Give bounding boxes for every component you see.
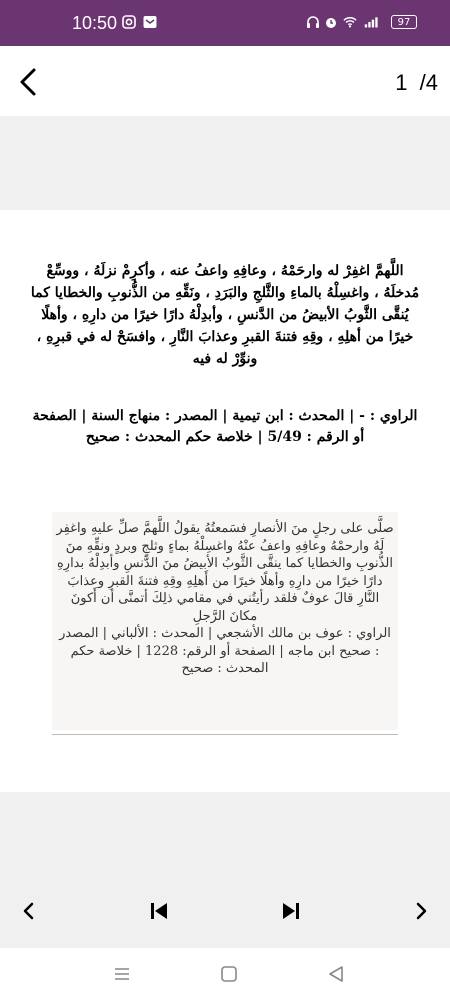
system-back-icon[interactable] bbox=[326, 964, 346, 984]
status-bar bbox=[0, 0, 450, 46]
message-notification-icon bbox=[143, 15, 157, 29]
top-spacer bbox=[0, 116, 450, 210]
recent-apps-icon[interactable] bbox=[112, 964, 132, 984]
hadith-source: الراوي : - | المحدث : ابن تيمية | المصدر : منهاج السنة | الصفحة أو الرقم : 5/49 | خلاصة حكم المحدث : صحيح bbox=[32, 408, 418, 445]
last-page-icon[interactable] bbox=[280, 900, 302, 922]
scanned-hadith-source: الراوي : عوف بن مالك الأشجعي | المحدث : الألباني | المصدر : صحيح ابن ماجه | الصفحة أو الرقم: 1228 | خلاصة حكم المحدث : صحيح bbox=[59, 626, 391, 676]
previous-page-icon[interactable] bbox=[18, 900, 40, 922]
battery-indicator: 97 bbox=[391, 15, 417, 29]
page-content bbox=[0, 210, 450, 792]
signal-icon bbox=[364, 15, 378, 29]
scanned-hadith-image bbox=[52, 512, 398, 730]
bottom-spacer bbox=[0, 792, 450, 868]
system-navigation-bar bbox=[0, 948, 450, 1000]
back-arrow-icon[interactable] bbox=[14, 66, 42, 98]
app-bar bbox=[0, 46, 450, 116]
next-page-icon[interactable] bbox=[410, 900, 432, 922]
status-time: 10:50 bbox=[72, 13, 118, 33]
first-page-icon[interactable] bbox=[148, 900, 170, 922]
hadith-text: اللَّهمَّ اغفِرْ له وارحَمْهُ ، وعافِهِ واعفُ عنه ، وأكرِمْ نزلَهُ ، ووسِّعْ مُدخلَهُ ، واغسِلْهُ بالماءِ والثَّلجِ والبَرَدِ ، ونَقِّهِ من الذُّنوبِ والخطايا كما يُنقَّى الثَّوبُ الأبيضُ من الدَّنسِ ، وأبدِلْهُ دارًا خيرًا من دارِهِ ، وأهلًا خيرًا من أهلِهِ ، وقِهِ فتنةَ القبرِ وعذابَ النَّارِ ، وافسَحْ له في قبرِهِ ، ونوِّرْ له فيه bbox=[30, 263, 420, 367]
divider bbox=[52, 734, 398, 735]
page-counter: 1 /4 bbox=[395, 70, 438, 95]
wifi-icon bbox=[343, 15, 357, 29]
headset-icon bbox=[306, 15, 320, 29]
alarm-icon bbox=[324, 15, 338, 29]
page-controls bbox=[0, 868, 450, 948]
scanned-hadith-body: صلَّى على رجلٍ منَ الأنصارِ فسَمعتُهُ يقولُ اللَّهمَّ صلِّ عليهِ واغفِر لَهُ وارحمْهُ وعافِهِ واعفُ عنْهُ واغسِلْهُ بماءٍ وثلجٍ وبردٍ ونقِّهِ منَ الذُّنوبِ والخطايا كما ينقَّى الثَّوبُ الأبيضُ منَ الدَّنسِ وأبدِلْهُ بدارِهِ دارًا خيرًا من دارِهِ وأهلًا خيرًا من أَهلِهِ وقِهِ فتنةَ القبرِ وعذابَ النَّارِ قالَ عوفٌ فلقد رأيتُني في مقامي ذلِكَ أتمنَّى أن أَكونَ مكانَ الرَّجلِ bbox=[56, 521, 394, 624]
home-icon[interactable] bbox=[219, 964, 239, 984]
camera-notification-icon bbox=[122, 15, 136, 29]
